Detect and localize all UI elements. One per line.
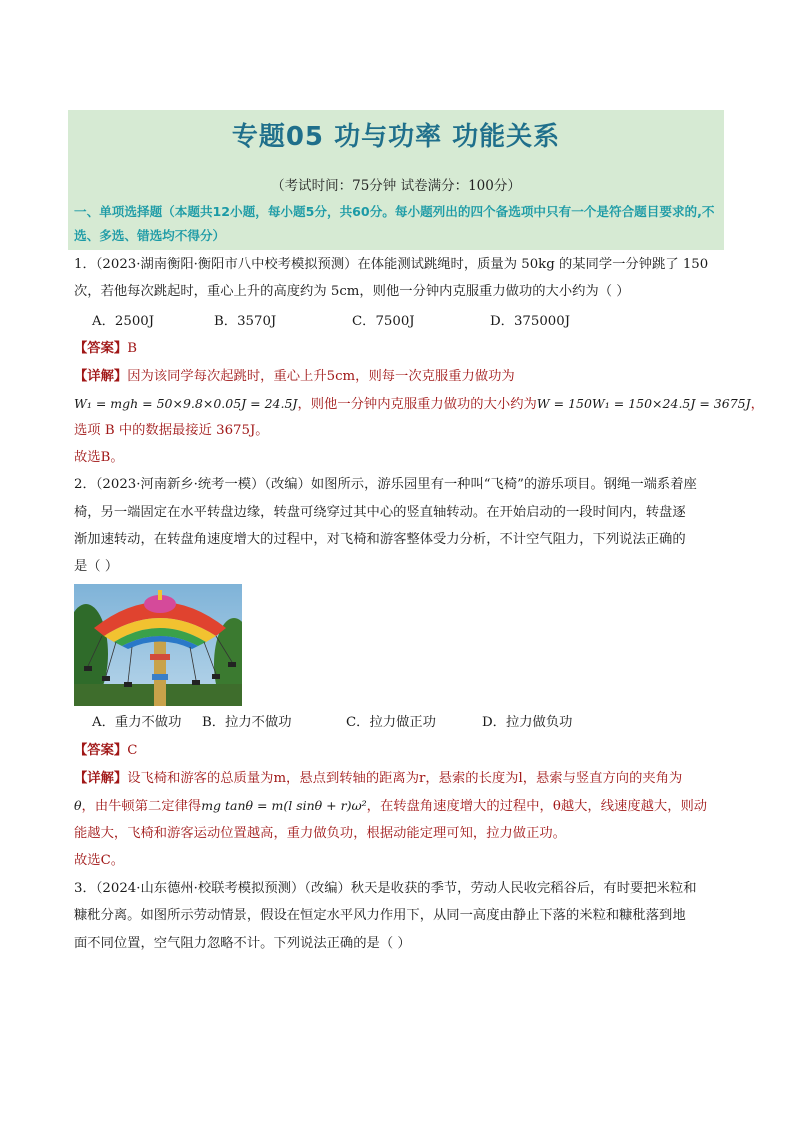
q2-stem-line-2: 椅，另一端固定在水平转盘边缘，转盘可绕穿过其中心的竖直轴转动。在开始启动的一段时间内，转盘逐 (74, 505, 686, 520)
q2-detail-line-2 (74, 796, 707, 817)
q2-detail-line-3: 能越大，飞椅和游客运动位置越高，重力做负功，根据动能定理可知，拉力做正功。 (74, 826, 566, 841)
q2-options (92, 713, 572, 733)
q2-option-b: B．拉力不做功 (202, 715, 292, 730)
q1-detail-text-1: 因为该同学每次起跳时，重心上升5cm，则每一次克服重力做功为 (127, 369, 515, 384)
q2-answer-value: C (127, 743, 138, 758)
page-title: 专题05 功与功率 功能关系 (231, 122, 561, 152)
q1-detail-text-2: ，则他一分钟内克服重力做功的大小约为 (297, 397, 537, 412)
q2-option-a: A．重力不做功 (92, 715, 182, 730)
q1-detail-text-2-end: ， (750, 397, 764, 412)
q1-option-d: D．375000J (490, 314, 571, 329)
q2-detail-line-1 (74, 769, 682, 789)
q2-detail-text-1: 设飞椅和游客的总质量为m，悬点到转轴的距离为r，悬索的长度为l，悬索与竖直方向的夹角为 (127, 771, 683, 786)
detail-tag: 【详解】 (74, 771, 128, 786)
q1-stem-line-1: 1．（2023·湖南衡阳·衡阳市八中校考模拟预测）在体能测试跳绳时，质量为 50kg 的某同学一分钟跳了 150 (74, 257, 709, 272)
swing-ride-photo (74, 584, 242, 706)
section-heading: 一、单项选择题（本题共12小题，每小题5分，共60分。每小题列出的四个备选项中只有一个是符合题目要求的,不选、多选、错选均不得分） (74, 204, 715, 243)
answer-tag: 【答案】 (74, 341, 128, 356)
q2-theta-symbol: θ (74, 798, 82, 813)
q2-formula-newton: mg tanθ = m(l sinθ + r)ω² (201, 798, 367, 813)
q1-stem-line-2: 次，若他每次跳起时，重心上升的高度约为 5cm，则他一分钟内克服重力做功的大小约为（ ） (74, 284, 630, 299)
q2-option-c: C．拉力做正功 (346, 715, 436, 730)
q3-stem-line-3: 面不同位置，空气阻力忽略不计。下列说法正确的是（ ） (74, 936, 411, 951)
q1-option-a: A．2500J (92, 314, 155, 329)
q1-conclusion: 故选B。 (74, 450, 124, 465)
q1-answer (74, 339, 137, 359)
q1-answer-value: B (127, 341, 137, 356)
q2-conclusion: 故选C。 (74, 853, 125, 868)
q1-formula-total-work: W = 150W₁ = 150×24.5J = 3675J (536, 396, 751, 411)
q2-detail-text-2b: ，在转盘角速度增大的过程中，θ越大，线速度越大，则动 (366, 799, 708, 814)
q2-option-d: D．拉力做负功 (482, 715, 573, 730)
q3-stem-line-1: 3．（2024·山东德州·校联考模拟预测）（改编）秋天是收获的季节，劳动人民收完稻谷后，有时要把米粒和 (74, 881, 697, 896)
q1-detail-line-2 (74, 394, 764, 415)
q2-stem-line-3: 渐加速转动，在转盘角速度增大的过程中，对飞椅和游客整体受力分析，不计空气阻力，下列说法正确的 (74, 532, 686, 547)
q1-options (92, 312, 570, 332)
q2-answer (74, 741, 137, 761)
q1-formula-work-per-jump: W₁ = mgh = 50×9.8×0.05J = 24.5J (74, 396, 298, 411)
answer-tag: 【答案】 (74, 743, 128, 758)
q1-option-b: B．3570J (214, 314, 277, 329)
detail-tag: 【详解】 (74, 369, 128, 384)
q1-detail-line-3: 选项 B 中的数据最接近 3675J。 (74, 423, 269, 438)
q2-stem-line-1: 2．（2023·河南新乡·统考一模）（改编）如图所示，游乐园里有一种叫“飞椅”的游乐项目。钢绳一端系着座 (74, 477, 697, 492)
q2-stem-line-4: 是（ ） (74, 559, 119, 574)
q1-detail-line-1 (74, 367, 515, 387)
q3-stem-line-2: 糠秕分离。如图所示劳动情景，假设在恒定水平风力作用下，从同一高度由静止下落的米粒和糠秕落到地 (74, 908, 686, 923)
exam-info: （考试时间：75分钟 试卷满分：100分） (271, 178, 521, 194)
q1-option-c: C．7500J (352, 314, 415, 329)
q2-detail-text-2a: ，由牛顿第二定律得 (81, 799, 202, 814)
